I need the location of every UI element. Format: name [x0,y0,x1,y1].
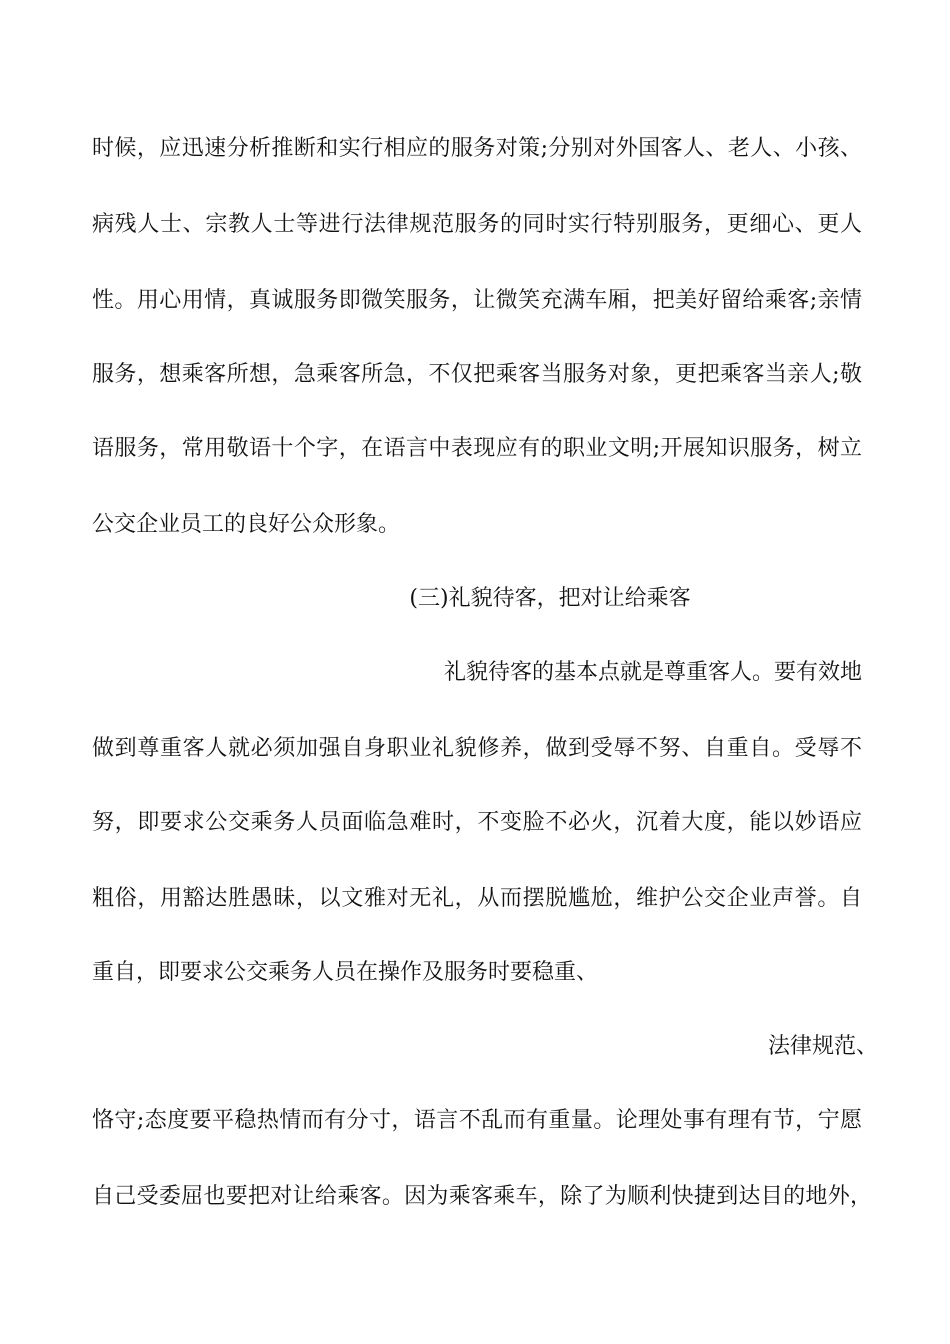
paragraph-line: 重自，即要求公交乘务人员在操作及服务时要稳重、 [92,960,599,985]
paragraph-line: 公交企业员工的良好公众形象。 [92,512,401,537]
paragraph-line: 语服务，常用敬语十个字，在语言中表现应有的职业文明;开展知识服务，树立 [92,436,862,461]
paragraph-line: 礼貌待客的基本点就是尊重客人。要有效地 [443,660,862,685]
paragraph-line: 法律规范、 [767,1034,878,1059]
paragraph-line: 做到尊重客人就必须加强自身职业礼貌修养，做到受辱不努、自重自。受辱不 [92,736,862,761]
paragraph-line: 努，即要求公交乘务人员面临急难时，不变脸不必火，沉着大度，能以妙语应 [92,810,862,835]
paragraph-line: 时候，应迅速分析推断和实行相应的服务对策;分别对外国客人、老人、小孩、 [92,136,862,161]
paragraph-line: 性。用心用情，真诚服务即微笑服务，让微笑充满车厢，把美好留给乘客;亲情 [92,288,862,313]
paragraph-line: 恪守;态度要平稳热情而有分寸，语言不乱而有重量。论理处事有理有节，宁愿 [92,1108,862,1133]
section-heading: (三)礼貌待客，把对让给乘客 [409,586,691,611]
paragraph-line: 自己受委屈也要把对让给乘客。因为乘客乘车，除了为顺利快捷到达目的地外， [92,1184,872,1209]
paragraph-line: 服务，想乘客所想，急乘客所急，不仅把乘客当服务对象，更把乘客当亲人;敬 [92,362,862,387]
paragraph-line: 粗俗，用豁达胜愚昧，以文雅对无礼，从而摆脱尴尬，维护公交企业声誉。自 [92,886,862,911]
paragraph-line: 病残人士、宗教人士等进行法律规范服务的同时实行特别服务，更细心、更人 [92,212,862,237]
